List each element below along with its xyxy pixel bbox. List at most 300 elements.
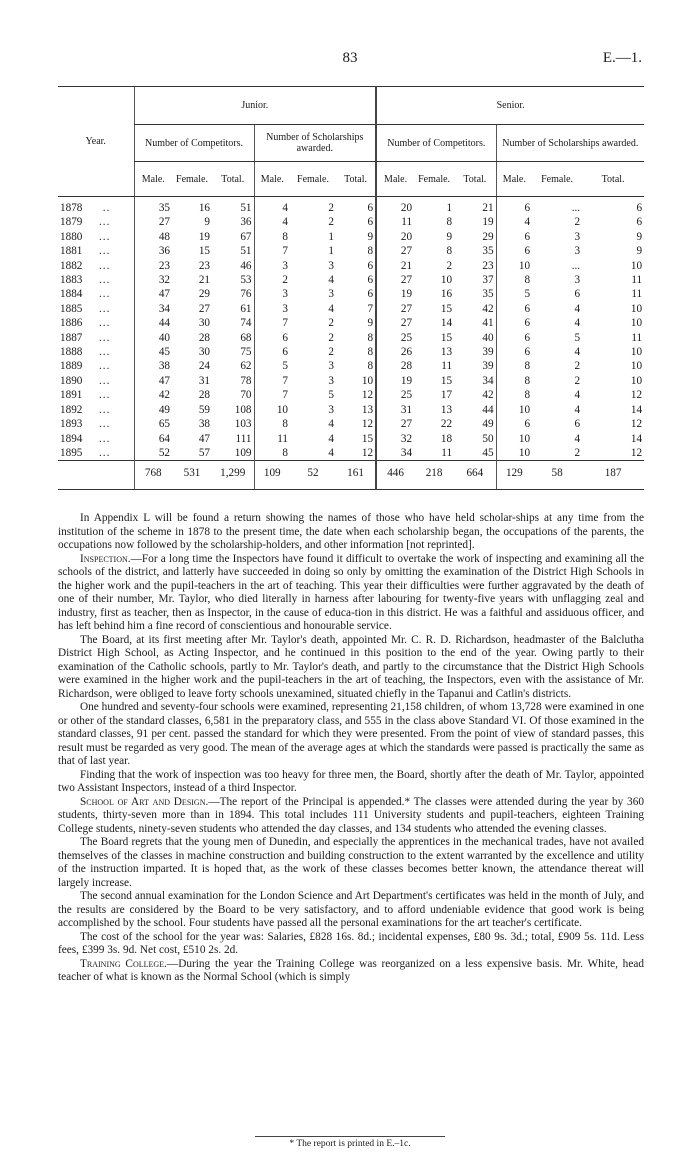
table-cell: 65 <box>134 417 172 431</box>
table-cell: 6 <box>496 302 532 316</box>
table-cell: 19 <box>376 287 414 301</box>
table-cell: 12 <box>361 446 374 459</box>
table-cell: 10 <box>496 259 532 273</box>
table-cell: 50 <box>482 432 494 445</box>
sub-header-male: Male. <box>134 162 172 197</box>
heading-training-college: Training College. <box>80 957 167 970</box>
table-cell: 21 <box>376 259 414 273</box>
totals-row <box>58 461 644 490</box>
table-cell: 11 <box>441 360 453 373</box>
year-cell: 1887 ... <box>60 331 111 344</box>
table-cell: 8 <box>367 245 374 258</box>
table-cell: 53 <box>240 274 252 287</box>
table-cell: 3 <box>328 374 334 387</box>
table-cell: 111 <box>235 432 252 445</box>
table-cell: 38 <box>198 418 210 431</box>
table-cell: 9 <box>636 230 643 243</box>
table-cell: 1 <box>328 230 334 243</box>
table-cell: 27 <box>376 273 414 287</box>
table-cell: 68 <box>240 331 252 344</box>
table-row <box>58 230 644 244</box>
table-cell: 10 <box>496 432 532 446</box>
table-cell: 42 <box>482 389 494 402</box>
table-cell: 12 <box>361 389 374 402</box>
paragraph-training-college: Training College.—During the year the Training College was reorganized on a less expensive basis. Mr. White, head teacher of what is known as the Normal School (which is simply <box>58 957 644 983</box>
table-cell: 6 <box>367 259 374 272</box>
paragraph-school-cost: The cost of the school for the year was: Salaries, £828 16s. 8d.; incidental expenses, £80 9s. 3d.; total, £909 5s. 11d. Less fees, £399 3s. 9d. Net cost, £510 2s. 2d. <box>58 930 644 956</box>
sub-header-total: Total. <box>582 162 644 197</box>
page-header <box>0 50 700 72</box>
table-cell: 6 <box>254 345 290 359</box>
heading-art-school: School of Art and Design. <box>80 795 209 808</box>
table-cell: 7 <box>367 302 374 315</box>
table-cell: 37 <box>482 274 494 287</box>
table-cell: 15 <box>440 302 453 315</box>
table-cell: 4 <box>328 446 334 459</box>
table-cell: 3 <box>574 274 581 287</box>
table-cell: 1 <box>328 245 334 258</box>
table-cell: 21 <box>198 274 210 287</box>
table-cell: 2 <box>254 273 290 287</box>
table-cell: 10 <box>496 403 532 417</box>
table-cell: 47 <box>198 432 210 445</box>
table-cell: 2 <box>328 216 334 229</box>
table-cell: 3 <box>574 230 581 243</box>
table-cell: 19 <box>198 230 210 243</box>
table-cell: 23 <box>134 259 172 273</box>
table-cell: 10 <box>630 346 643 359</box>
table-cell: 59 <box>198 403 210 416</box>
table-cell: 32 <box>134 273 172 287</box>
table-cell: 25 <box>376 388 414 402</box>
table-cell: 27 <box>376 316 414 330</box>
table-row <box>58 302 644 316</box>
heading-inspection: Inspection. <box>80 552 131 565</box>
table-cell: 13 <box>440 346 453 359</box>
table-cell: 2 <box>446 259 453 272</box>
table-cell: ... <box>571 259 581 272</box>
table-cell: 27 <box>134 215 172 229</box>
table-cell: 57 <box>198 446 210 459</box>
paragraph-examination-results: One hundred and seventy-four schools were examined, representing 21,158 children, of whom 13,728 were examined in one or other of the standard classes, 6,581 in the preparatory class, and 555 in the class above Standard VI. Of those examined in the standard classes, 91 per cent. passed the standard for which they were presented. From the point of view of standard passes, this result must be regarded as very good. The mean of the average ages at which the standards were passed is practically the same as that of last year. <box>58 701 644 767</box>
table-cell: 35 <box>482 288 494 301</box>
table-cell: 8 <box>367 331 374 344</box>
table-cell: 40 <box>134 331 172 345</box>
table-row <box>58 446 644 461</box>
table-cell: 3 <box>328 259 334 272</box>
table-cell: 109 <box>234 446 252 459</box>
year-cell: 1878 .. <box>60 202 111 214</box>
paragraph-inspection: Inspection.—For a long time the Inspectors have found it difficult to overtake the work of inspecting and examining all the schools of the district, and latterly have succeeded in doing so only by omitting the examination of the District High Schools in the higher work and the pupil-teachers in the art of teaching. This year their difficulties were further aggravated by the death of one of their number, Mr. Taylor, who died literally in harness after labouring for twenty-five years with unflagging zeal and industry, first as teacher, then as Inspector, in the cause of educa-tion in this district. He was a faithful and assiduous officer, and has left behind him a fine record of conscientious and honourable service. <box>58 552 644 632</box>
table-cell: 9 <box>367 317 374 330</box>
table-cell: 8 <box>254 446 290 461</box>
year-cell: 1879 ... <box>60 216 111 229</box>
table-cell: 3 <box>254 259 290 273</box>
table-cell: 9 <box>636 245 643 258</box>
paragraph-mechanical-trades: The Board regrets that the young men of Dunedin, and especially the apprentices in the mechanical trades, have not availed themselves of the classes in machine construction and building construction to the extent warranted by the excellence and utility of the instruction imparted. It is hoped that, as the work of these classes becomes better known, the attendance thereat will largely increase. <box>58 836 644 889</box>
table-cell: 2 <box>328 317 334 330</box>
sub-header-male: Male. <box>254 162 290 197</box>
table-cell: 39 <box>482 360 494 373</box>
table-row <box>58 215 644 229</box>
table-cell: 2 <box>574 374 581 387</box>
table-cell: 8 <box>496 388 532 402</box>
table-cell: 1 <box>446 202 453 214</box>
table-cell: 32 <box>376 432 414 446</box>
sub-header-male: Male. <box>376 162 414 197</box>
table-cell: 4 <box>574 346 581 359</box>
table-cell: 11 <box>441 446 453 459</box>
document-reference: E.—1. <box>602 50 642 66</box>
table-row <box>58 316 644 330</box>
paragraph-appendix: In Appendix L will be found a return showing the names of those who have held scholar-ships at any time from the institution of the scheme in 1878 to the present time, the date when each scholarship began, the occupations of the parents, the occupations now followed by the scholarship-holders, and other information [not reprinted]. <box>58 512 644 551</box>
table-cell: 27 <box>376 244 414 258</box>
table-cell: 30 <box>198 317 210 330</box>
table-cell: 51 <box>240 245 252 258</box>
senior-scholarships-header: Number of Scholarships awarded. <box>496 125 644 162</box>
table-cell: 34 <box>376 446 414 461</box>
table-cell: 38 <box>134 359 172 373</box>
footnote-rule <box>255 1136 445 1137</box>
table-cell: 3 <box>254 302 290 316</box>
table-cell: 6 <box>636 202 643 214</box>
table-cell: 46 <box>240 259 252 272</box>
scholarship-table <box>58 86 644 490</box>
total-cell: 187 <box>582 461 644 490</box>
table-cell: 6 <box>496 244 532 258</box>
table-cell: 12 <box>361 418 374 431</box>
table-cell: 5 <box>574 331 581 344</box>
table-cell: 76 <box>240 288 252 301</box>
table-cell: 18 <box>440 432 453 445</box>
table-cell: 4 <box>328 418 334 431</box>
table-cell: 6 <box>367 216 374 229</box>
table-cell: 5 <box>496 287 532 301</box>
table-cell: 6 <box>367 202 374 214</box>
table-cell: 14 <box>440 317 453 330</box>
year-header: Year. <box>58 87 134 197</box>
junior-competitors-header: Number of Competitors. <box>134 125 254 162</box>
table-cell: 10 <box>630 302 643 315</box>
table-cell: 12 <box>630 446 643 459</box>
table-cell: 35 <box>134 197 172 216</box>
table-cell: 3 <box>328 360 334 373</box>
table-cell: 70 <box>240 389 252 402</box>
table-row <box>58 345 644 359</box>
table-cell: 30 <box>198 346 210 359</box>
table-cell: 15 <box>361 432 374 445</box>
table-cell: 62 <box>240 360 252 373</box>
table-cell: 28 <box>376 359 414 373</box>
table-cell: 10 <box>361 374 374 387</box>
table-cell: 7 <box>254 388 290 402</box>
table-cell: 6 <box>367 274 374 287</box>
table-cell: 44 <box>482 403 494 416</box>
table-cell: 40 <box>482 331 494 344</box>
total-cell: 768 <box>134 461 172 490</box>
table-cell: 52 <box>134 446 172 461</box>
table-cell: 4 <box>254 215 290 229</box>
table-cell: 15 <box>440 374 453 387</box>
table-row <box>58 388 644 402</box>
year-cell: 1880 ... <box>60 230 111 243</box>
table-cell: 48 <box>134 230 172 244</box>
table-cell: 24 <box>198 360 210 373</box>
table-cell: 6 <box>496 197 532 216</box>
year-cell: 1885 ... <box>60 302 111 315</box>
table-cell: 36 <box>134 244 172 258</box>
table-cell: 2 <box>574 216 581 229</box>
table-cell: 11 <box>376 215 414 229</box>
table-cell: 5 <box>328 389 334 402</box>
total-cell: 531 <box>172 461 212 490</box>
table-cell: 8 <box>367 360 374 373</box>
year-cell: 1894 ... <box>60 432 111 445</box>
table-cell: 64 <box>134 432 172 446</box>
table-cell: 16 <box>440 288 453 301</box>
table-cell: 8 <box>254 230 290 244</box>
table-cell: 74 <box>240 317 252 330</box>
total-cell: 664 <box>454 461 496 490</box>
table-cell: 6 <box>254 331 290 345</box>
table-cell: 20 <box>376 197 414 216</box>
table-row <box>58 244 644 258</box>
table-cell: 23 <box>198 259 210 272</box>
report-body <box>58 512 644 985</box>
table-cell: 4 <box>574 302 581 315</box>
table-cell: 8 <box>496 273 532 287</box>
table-cell: 27 <box>198 302 210 315</box>
sub-header-female: Female. <box>290 162 336 197</box>
table-cell: 36 <box>240 216 252 229</box>
table-cell: 6 <box>574 418 581 431</box>
table-cell: 2 <box>574 446 581 459</box>
table-cell: 20 <box>376 230 414 244</box>
table-cell: 19 <box>376 374 414 388</box>
year-cell: 1889 ... <box>60 360 111 373</box>
year-cell: 1891 ... <box>60 389 111 402</box>
table-cell: 28 <box>198 389 210 402</box>
table-cell: 61 <box>240 302 252 315</box>
table-row <box>58 417 644 431</box>
table-cell: 6 <box>496 331 532 345</box>
table-cell: 10 <box>630 317 643 330</box>
total-cell: 446 <box>376 461 414 490</box>
table-cell: 41 <box>482 317 494 330</box>
footnote: * The report is printed in E.–1c. <box>289 1139 411 1149</box>
senior-competitors-header: Number of Competitors. <box>376 125 496 162</box>
table-cell: 4 <box>496 215 532 229</box>
table-cell: 13 <box>361 403 374 416</box>
table-cell: 10 <box>496 446 532 461</box>
table-cell: 14 <box>630 403 643 416</box>
table-cell: 3 <box>574 245 581 258</box>
sub-header-male: Male. <box>496 162 532 197</box>
total-cell: 129 <box>496 461 532 490</box>
table-cell: 4 <box>254 197 290 216</box>
table-row <box>58 197 644 216</box>
totals-label-cell <box>58 461 134 490</box>
table-cell: 7 <box>254 316 290 330</box>
table-cell: 42 <box>482 302 494 315</box>
table-cell: 6 <box>636 216 643 229</box>
table-cell: 28 <box>198 331 210 344</box>
table-cell: 49 <box>482 418 494 431</box>
table-row <box>58 331 644 345</box>
table-row <box>58 287 644 301</box>
table-row <box>58 359 644 373</box>
table-cell: 49 <box>134 403 172 417</box>
total-cell: 161 <box>336 461 376 490</box>
sub-header-row <box>58 162 644 197</box>
sub-header-female: Female. <box>172 162 212 197</box>
year-cell: 1888 ... <box>60 346 111 359</box>
table-cell: 21 <box>482 202 494 214</box>
table-cell: 6 <box>496 345 532 359</box>
table-cell: 4 <box>328 432 334 445</box>
table-cell: 6 <box>496 417 532 431</box>
sub-header-female: Female. <box>532 162 582 197</box>
table-cell: 7 <box>254 374 290 388</box>
table-cell: 103 <box>234 418 252 431</box>
table-cell: 8 <box>254 417 290 431</box>
table-cell: 11 <box>631 288 643 301</box>
table-cell: 51 <box>240 202 252 214</box>
table-cell: 6 <box>367 288 374 301</box>
sub-header-total: Total. <box>212 162 254 197</box>
table-cell: 29 <box>198 288 210 301</box>
table-cell: 44 <box>134 316 172 330</box>
table-cell: 4 <box>574 317 581 330</box>
page-number: 83 <box>342 50 358 66</box>
table-cell: 14 <box>630 432 643 445</box>
table-row <box>58 259 644 273</box>
paragraph-examination-london: The second annual examination for the London Science and Art Department's certificates was held in the month of July, and the results are considered by the Board to be very satisfactory, and to afford undeniable evidence that good work is being accomplished by the school. Four students have passed all the personal examinations for the art teacher's certificate. <box>58 890 644 929</box>
table-cell: 10 <box>630 259 643 272</box>
year-cell: 1890 ... <box>60 374 111 387</box>
junior-scholarships-header: Number of Scholarships awarded. <box>254 125 376 162</box>
sub-header-total: Total. <box>336 162 376 197</box>
paragraph-assistant-inspectors: Finding that the work of inspection was too heavy for three men, the Board, shortly after the death of Mr. Taylor, appointed two Assistant Inspectors, instead of a third Inspector. <box>58 768 644 794</box>
table-cell: 27 <box>376 417 414 431</box>
total-cell: 52 <box>290 461 336 490</box>
table-cell: 2 <box>574 360 581 373</box>
table-cell: 2 <box>328 331 334 344</box>
table-cell: 35 <box>482 245 494 258</box>
table-cell: 10 <box>440 274 453 287</box>
table-cell: 75 <box>240 346 252 359</box>
sub-header-total: Total. <box>454 162 496 197</box>
table-cell: 10 <box>254 403 290 417</box>
table-cell: 12 <box>630 389 643 402</box>
table-row <box>58 403 644 417</box>
table-cell: 31 <box>198 374 210 387</box>
table-cell: 34 <box>134 302 172 316</box>
table-row <box>58 432 644 446</box>
table-cell: 3 <box>254 287 290 301</box>
table-cell: 39 <box>482 346 494 359</box>
table-cell: 10 <box>630 360 643 373</box>
table-row <box>58 374 644 388</box>
sub-header-female: Female. <box>414 162 454 197</box>
table-cell: 42 <box>134 388 172 402</box>
table-cell: 6 <box>496 316 532 330</box>
table-cell: 8 <box>496 374 532 388</box>
table-cell: 47 <box>134 287 172 301</box>
table-cell: 4 <box>574 403 581 416</box>
paragraph-board-appointment: The Board, at its first meeting after Mr. Taylor's death, appointed Mr. C. R. D. Richardson, headmaster of the Balclutha District High School, as Acting Inspector, and he continued in this position to the end of the year. Owing partly to their examination of the Catholic schools, partly to Mr. Taylor's death, and partly to the circumstance that the District High Schools were examined in the higher work and the pupil-teachers in the art of teaching, the Inspectors, even with the assistance of Mr. Richardson, were obliged to leave forty schools unexamined, situated chiefly in the Tapanui and Catlin's districts. <box>58 633 644 700</box>
table-cell: 25 <box>376 331 414 345</box>
table-cell: 8 <box>496 359 532 373</box>
table-cell: 2 <box>328 346 334 359</box>
total-cell: 109 <box>254 461 290 490</box>
year-cell: 1895 ... <box>60 446 111 459</box>
table-cell: 29 <box>482 230 494 243</box>
table-cell: 78 <box>240 374 252 387</box>
table-cell: 17 <box>440 389 453 402</box>
year-cell: 1893 ... <box>60 418 111 431</box>
table-cell: 8 <box>446 216 453 229</box>
table-cell: 34 <box>482 374 494 387</box>
table-cell: 12 <box>630 418 643 431</box>
table-cell: 16 <box>198 202 210 214</box>
table-cell: 19 <box>482 216 494 229</box>
table-cell: 45 <box>134 345 172 359</box>
table-cell: 3 <box>328 403 334 416</box>
table-cell: 108 <box>234 403 252 416</box>
table-cell: 67 <box>240 230 252 243</box>
table-cell: 6 <box>496 230 532 244</box>
year-cell: 1883 ... <box>60 274 111 287</box>
senior-header: Senior. <box>376 87 644 125</box>
table-cell: 11 <box>631 331 643 344</box>
table-cell: 23 <box>482 259 494 272</box>
table-cell: 22 <box>440 418 453 431</box>
junior-header: Junior. <box>134 87 376 125</box>
table-cell: 31 <box>376 403 414 417</box>
table-cell: 11 <box>254 432 290 446</box>
table-cell: 4 <box>328 302 334 315</box>
table-cell: 15 <box>198 245 210 258</box>
table-cell: 10 <box>630 374 643 387</box>
table-cell: 8 <box>367 346 374 359</box>
table-cell: 47 <box>134 374 172 388</box>
table-cell: 8 <box>446 245 453 258</box>
table-cell: 45 <box>482 446 494 459</box>
table-cell: 4 <box>574 389 581 402</box>
table-cell: 2 <box>328 202 334 214</box>
table-cell: 5 <box>254 359 290 373</box>
table-row <box>58 273 644 287</box>
table-cell: 9 <box>204 216 210 229</box>
table-cell: 4 <box>328 274 334 287</box>
year-cell: 1884 ... <box>60 288 111 301</box>
total-cell: 58 <box>532 461 582 490</box>
year-cell: 1882 ... <box>60 259 111 272</box>
table-cell: ... <box>571 202 581 214</box>
total-cell: 218 <box>414 461 454 490</box>
table-cell: 3 <box>328 288 334 301</box>
table-cell: 11 <box>631 274 643 287</box>
table-cell: 4 <box>574 432 581 445</box>
year-cell: 1881 ... <box>60 245 111 258</box>
year-cell: 1892 ... <box>60 403 111 416</box>
table-cell: 26 <box>376 345 414 359</box>
total-cell: 1,299 <box>212 461 254 490</box>
table-cell: 6 <box>574 288 581 301</box>
table-cell: 13 <box>440 403 453 416</box>
table-cell: 15 <box>440 331 453 344</box>
